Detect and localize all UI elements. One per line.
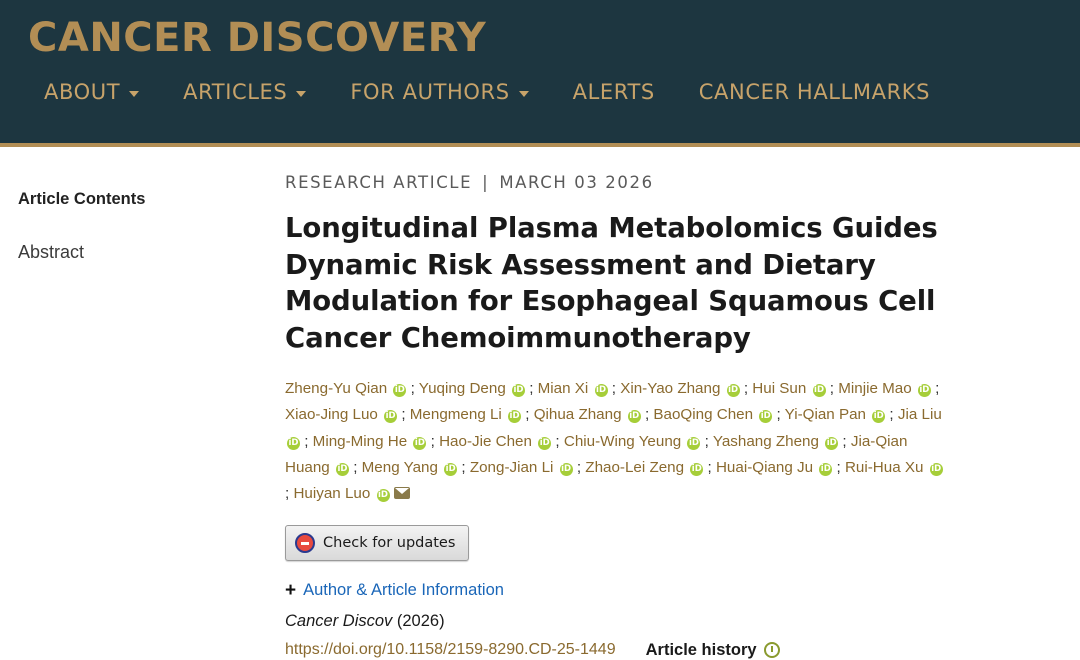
orcid-icon[interactable]: iD <box>394 385 405 396</box>
orcid-icon[interactable]: iD <box>414 437 425 448</box>
author-separator: ; <box>406 380 419 398</box>
author-name[interactable]: Minjie Mao <box>838 380 916 398</box>
nav-item-label: ABOUT <box>44 80 121 104</box>
author-separator: ; <box>832 458 845 476</box>
clock-icon <box>764 642 780 658</box>
author-name[interactable]: Zong-Jian Li <box>469 458 558 476</box>
doi-row <box>285 641 945 660</box>
nav-item-about[interactable] <box>22 76 161 108</box>
nav-item-label: CANCER HALLMARKS <box>698 80 931 104</box>
nav-item-label: FOR AUTHORS <box>350 80 510 104</box>
article-contents-sidebar <box>0 173 285 660</box>
journal-name: Cancer Discov <box>285 611 393 630</box>
email-icon[interactable] <box>394 487 410 499</box>
orcid-icon[interactable]: iD <box>691 463 702 474</box>
crossmark-icon <box>295 533 315 553</box>
author-name[interactable]: Xiao-Jing Luo <box>285 406 383 424</box>
author-name[interactable]: Qihua Zhang <box>533 406 626 424</box>
page-body <box>0 147 1080 660</box>
orcid-icon[interactable]: iD <box>629 411 640 422</box>
author-article-information-toggle[interactable] <box>285 581 945 600</box>
author-separator: ; <box>885 406 898 424</box>
author-separator: ; <box>607 380 621 398</box>
nav-item-label: ARTICLES <box>183 80 288 104</box>
author-name[interactable]: BaoQing Chen <box>653 406 758 424</box>
orcid-icon[interactable]: iD <box>385 411 396 422</box>
author-separator: ; <box>551 432 564 450</box>
article-main <box>285 173 985 660</box>
orcid-icon[interactable]: iD <box>596 385 607 396</box>
orcid-icon[interactable]: iD <box>337 463 348 474</box>
eyebrow-separator: | <box>482 173 490 192</box>
orcid-icon[interactable]: iD <box>873 411 884 422</box>
orcid-icon[interactable]: iD <box>728 385 739 396</box>
doi-link[interactable]: https://doi.org/10.1158/2159-8290.CD-25-1449 <box>285 641 616 659</box>
author-separator: ; <box>703 458 716 476</box>
orcid-icon[interactable]: iD <box>539 437 550 448</box>
author-name[interactable]: Zheng-Yu Qian <box>285 380 392 398</box>
page-title: Longitudinal Plasma Metabolomics Guides Dynamic Risk Assessment and Dietary Modulation for Esophageal Squamous Cell Cancer Chemoimmunotherapy <box>285 212 938 354</box>
main-navigation <box>0 60 1080 108</box>
author-separator: ; <box>426 432 440 450</box>
author-name[interactable]: Mian Xi <box>537 380 593 398</box>
author-separator: ; <box>348 458 362 476</box>
author-name[interactable]: Yashang Zheng <box>712 432 824 450</box>
author-separator: ; <box>572 458 586 476</box>
author-name[interactable]: Mengmeng Li <box>409 406 507 424</box>
author-separator: ; <box>524 380 538 398</box>
chevron-down-icon <box>296 91 306 97</box>
author-name[interactable]: Hao-Jie Chen <box>439 432 537 450</box>
author-separator: ; <box>700 432 713 450</box>
orcid-icon[interactable]: iD <box>814 385 825 396</box>
nav-item-label: ALERTS <box>572 80 655 104</box>
plus-icon: + <box>285 579 297 601</box>
article-type: RESEARCH ARTICLE <box>285 173 473 192</box>
author-separator: ; <box>825 380 839 398</box>
orcid-icon[interactable]: iD <box>561 463 572 474</box>
journal-year: (2026) <box>396 611 445 630</box>
author-separator: ; <box>930 380 940 398</box>
sidebar-item-abstract[interactable]: Abstract <box>18 242 85 262</box>
author-name[interactable]: Huiyan Luo <box>293 484 375 502</box>
orcid-icon[interactable]: iD <box>509 411 520 422</box>
author-article-information-label: Author & Article Information <box>303 580 504 599</box>
orcid-icon[interactable]: iD <box>445 463 456 474</box>
orcid-icon[interactable]: iD <box>931 463 942 474</box>
author-separator: ; <box>457 458 470 476</box>
orcid-icon[interactable]: iD <box>688 437 699 448</box>
site-header <box>0 0 1080 143</box>
author-name[interactable]: Yi-Qian Pan <box>784 406 871 424</box>
article-history-toggle[interactable] <box>646 641 780 660</box>
author-separator: ; <box>300 432 313 450</box>
article-date: MARCH 03 2026 <box>499 173 654 192</box>
author-separator: ; <box>521 406 534 424</box>
nav-item-for-authors[interactable] <box>328 76 550 108</box>
author-name[interactable]: Huai-Qiang Ju <box>715 458 818 476</box>
author-name[interactable]: Zhao-Lei Zeng <box>585 458 689 476</box>
author-separator: ; <box>772 406 785 424</box>
orcid-icon[interactable]: iD <box>820 463 831 474</box>
author-name[interactable]: Xin-Yao Zhang <box>620 380 725 398</box>
chevron-down-icon <box>129 91 139 97</box>
orcid-icon[interactable]: iD <box>378 489 388 500</box>
site-brand-title[interactable]: CANCER DISCOVERY <box>28 15 487 61</box>
author-name[interactable]: Meng Yang <box>361 458 443 476</box>
orcid-icon[interactable]: iD <box>288 437 299 448</box>
author-name[interactable]: Jia Liu <box>897 406 942 424</box>
author-separator: ; <box>838 432 851 450</box>
author-separator: ; <box>640 406 654 424</box>
author-separator: ; <box>397 406 410 424</box>
chevron-down-icon <box>519 91 529 97</box>
author-name[interactable]: Chiu-Wing Yeung <box>563 432 686 450</box>
sidebar-title: Article Contents <box>18 190 146 208</box>
crossmark-check-for-updates-button[interactable] <box>285 525 469 561</box>
orcid-icon[interactable]: iD <box>513 385 524 396</box>
article-history-label: Article history <box>645 640 757 659</box>
journal-citation <box>285 612 945 631</box>
orcid-icon[interactable]: iD <box>919 385 930 396</box>
nav-item-cancer-hallmarks[interactable] <box>677 76 952 108</box>
author-name[interactable]: Rui-Hua Xu <box>844 458 928 476</box>
crossmark-label: Check for updates <box>323 534 456 551</box>
orcid-icon[interactable]: iD <box>826 437 837 448</box>
orcid-icon[interactable]: iD <box>760 411 771 422</box>
author-name[interactable]: Yuqing Deng <box>418 380 510 398</box>
nav-item-articles[interactable] <box>161 76 328 108</box>
author-list <box>285 376 945 507</box>
author-separator: ; <box>285 484 294 502</box>
author-name[interactable]: Ming-Ming He <box>312 432 412 450</box>
article-eyebrow <box>285 173 945 192</box>
author-name[interactable]: Jia-Qian Huang <box>285 432 908 476</box>
author-name[interactable]: Hui Sun <box>752 380 811 398</box>
author-separator: ; <box>739 380 753 398</box>
nav-item-alerts[interactable] <box>551 76 677 108</box>
